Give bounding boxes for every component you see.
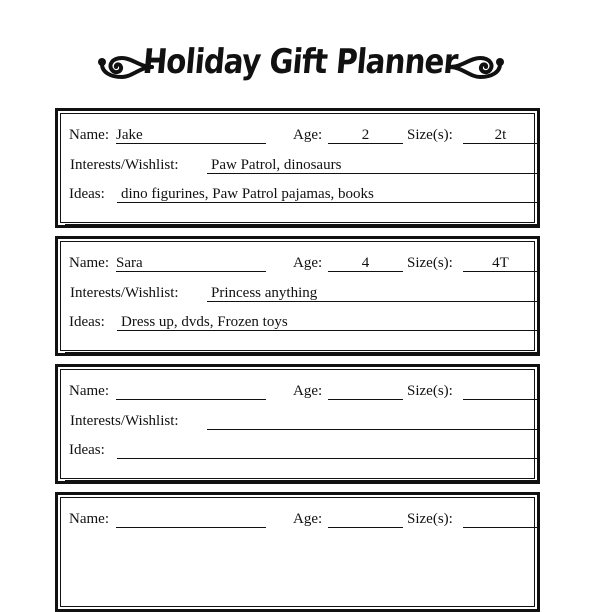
ideas-field[interactable] xyxy=(117,441,538,459)
ideas-label: Ideas: xyxy=(69,314,105,330)
age-label: Age: xyxy=(293,383,323,399)
size-field[interactable] xyxy=(463,510,538,528)
interests-label: Interests/Wishlist: xyxy=(70,157,179,173)
sizes-label: Size(s): xyxy=(407,255,453,271)
interests-field[interactable]: Princess anything xyxy=(207,284,538,302)
ideas-field[interactable]: Dress up, dvds, Frozen toys xyxy=(117,313,538,331)
size-field[interactable] xyxy=(463,382,538,400)
age-field[interactable] xyxy=(328,382,403,400)
name-label: Name: xyxy=(69,383,109,399)
name-label: Name: xyxy=(69,255,109,271)
age-label: Age: xyxy=(293,127,323,143)
age-field[interactable]: 4 xyxy=(328,254,403,272)
right-swirl-ornament-icon xyxy=(448,50,506,84)
age-label: Age: xyxy=(293,255,323,271)
age-field[interactable] xyxy=(328,510,403,528)
sizes-label: Size(s): xyxy=(407,127,453,143)
gift-card-3 xyxy=(55,364,540,484)
ideas-field[interactable]: dino figurines, Paw Patrol pajamas, books xyxy=(117,185,538,203)
name-label: Name: xyxy=(69,127,109,143)
page-title: Holiday Gift Planner xyxy=(141,42,459,82)
sizes-label: Size(s): xyxy=(407,383,453,399)
size-field[interactable]: 2t xyxy=(463,126,538,144)
title-row xyxy=(0,36,600,106)
name-field[interactable]: Sara xyxy=(116,254,266,272)
interests-label: Interests/Wishlist: xyxy=(70,285,179,301)
gift-card-4 xyxy=(55,492,540,612)
ideas-label: Ideas: xyxy=(69,186,105,202)
age-field[interactable]: 2 xyxy=(328,126,403,144)
extra-line[interactable] xyxy=(65,463,538,481)
size-field[interactable]: 4T xyxy=(463,254,538,272)
ideas-label: Ideas: xyxy=(69,442,105,458)
age-label: Age: xyxy=(293,511,323,527)
extra-line[interactable] xyxy=(65,335,538,353)
gift-card-2 xyxy=(55,236,540,356)
name-label: Name: xyxy=(69,511,109,527)
gift-card-1 xyxy=(55,108,540,228)
interests-field[interactable] xyxy=(207,412,538,430)
interests-field[interactable]: Paw Patrol, dinosaurs xyxy=(207,156,538,174)
interests-label: Interests/Wishlist: xyxy=(70,413,179,429)
name-field[interactable]: Jake xyxy=(116,126,266,144)
sizes-label: Size(s): xyxy=(407,511,453,527)
name-field[interactable] xyxy=(116,510,266,528)
extra-line[interactable] xyxy=(65,207,538,225)
name-field[interactable] xyxy=(116,382,266,400)
